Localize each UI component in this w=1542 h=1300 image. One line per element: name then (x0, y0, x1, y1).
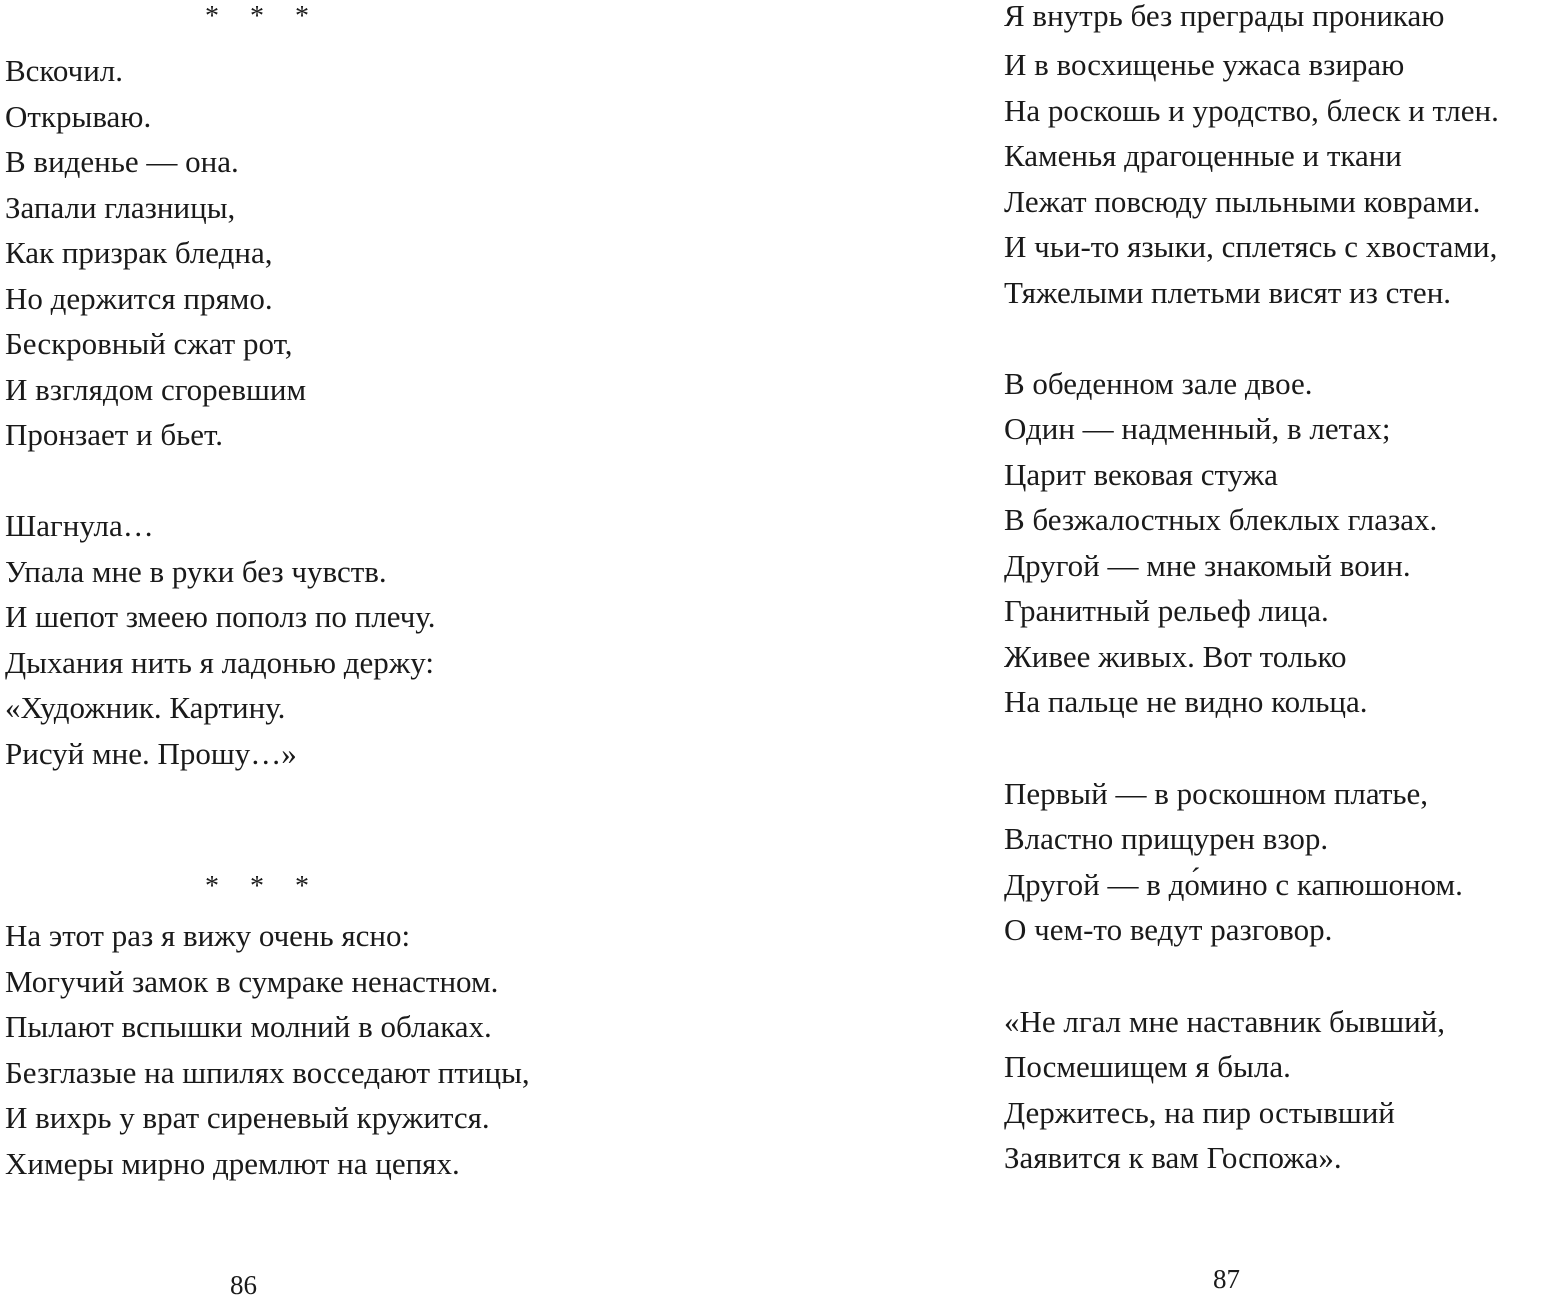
verse-line: Другой — мне знакомый воин. (1004, 548, 1411, 583)
verse-line: И взглядом сгоревшим (5, 372, 307, 407)
verse-line: Вскочил. (5, 53, 124, 88)
verse-line: Я внутрь без преграды проникаю (1004, 0, 1445, 33)
verse-line: Могучий замок в сумраке ненастном. (5, 964, 499, 999)
verse-line: «Художник. Картину. (5, 690, 286, 725)
verse-line: Царит вековая стужа (1004, 457, 1278, 492)
verse-line: Каменья драгоценные и ткани (1004, 138, 1402, 173)
verse-line: Как призрак бледна, (5, 235, 273, 270)
verse-line: Химеры мирно дремлют на цепях. (5, 1146, 460, 1181)
verse-line: О чем-то ведут разговор. (1004, 912, 1333, 947)
verse-line: Запали глазницы, (5, 190, 236, 225)
verse-line: Заявится к вам Госпожа». (1004, 1140, 1342, 1175)
verse-line: В виденье — она. (5, 144, 239, 179)
verse-line: В обеденном зале двое. (1004, 366, 1313, 401)
page-number: 87 (1213, 1264, 1240, 1294)
verse-line: Упала мне в руки без чувств. (5, 554, 387, 589)
page-number: 86 (230, 1270, 257, 1300)
verse-line: Другой — в до́мино с капюшоном. (1004, 867, 1463, 902)
verse-line: Гранитный рельеф лица. (1004, 593, 1329, 628)
verse-line: И чьи-то языки, сплетясь с хвостами, (1004, 229, 1498, 264)
verse-line: И шепот змеею пополз по плечу. (5, 599, 436, 634)
verse-line: «Не лгал мне наставник бывший, (1004, 1004, 1446, 1039)
verse-line: На роскошь и уродство, блеск и тлен. (1004, 93, 1499, 128)
verse-line: Бескровный сжат рот, (5, 326, 293, 361)
verse-line: Живее живых. Вот только (1004, 639, 1347, 674)
right-page (1000, 0, 1542, 1299)
verse-line: Безглазые на шпилях восседают птицы, (5, 1055, 530, 1090)
verse-line: Посмешищем я была. (1004, 1049, 1291, 1084)
verse-line: Шагнула… (5, 508, 154, 543)
section-divider-middle: * * * (205, 871, 321, 902)
verse-line: И вихрь у врат сиреневый кружится. (5, 1100, 490, 1135)
verse-line: В безжалостных блеклых глазах. (1004, 502, 1438, 537)
verse-line: Держитесь, на пир остывший (1004, 1095, 1395, 1130)
verse-line: На пальце не видно кольца. (1004, 684, 1368, 719)
verse-line: Первый — в роскошном платье, (1004, 776, 1429, 811)
verse-line: И в восхищенье ужаса взираю (1004, 47, 1405, 82)
verse-line: Пронзает и бьет. (5, 417, 224, 452)
verse-line: Властно прищурен взор. (1004, 821, 1329, 856)
verse-line: Но держится прямо. (5, 281, 273, 316)
verse-line: Рисуй мне. Прошу…» (5, 736, 297, 771)
section-divider-top: * * * (205, 1, 321, 32)
verse-line: Лежат повсюду пыльными коврами. (1004, 184, 1481, 219)
verse-line: Открываю. (5, 99, 152, 134)
verse-line: Один — надменный, в летах; (1004, 411, 1391, 446)
verse-line: На этот раз я вижу очень ясно: (5, 918, 411, 953)
verse-line: Тяжелыми плетьми висят из стен. (1004, 275, 1452, 310)
verse-line: Дыхания нить я ладонью держу: (5, 645, 434, 680)
verse-line: Пылают вспышки молний в облаках. (5, 1009, 492, 1044)
left-page (0, 0, 760, 1299)
